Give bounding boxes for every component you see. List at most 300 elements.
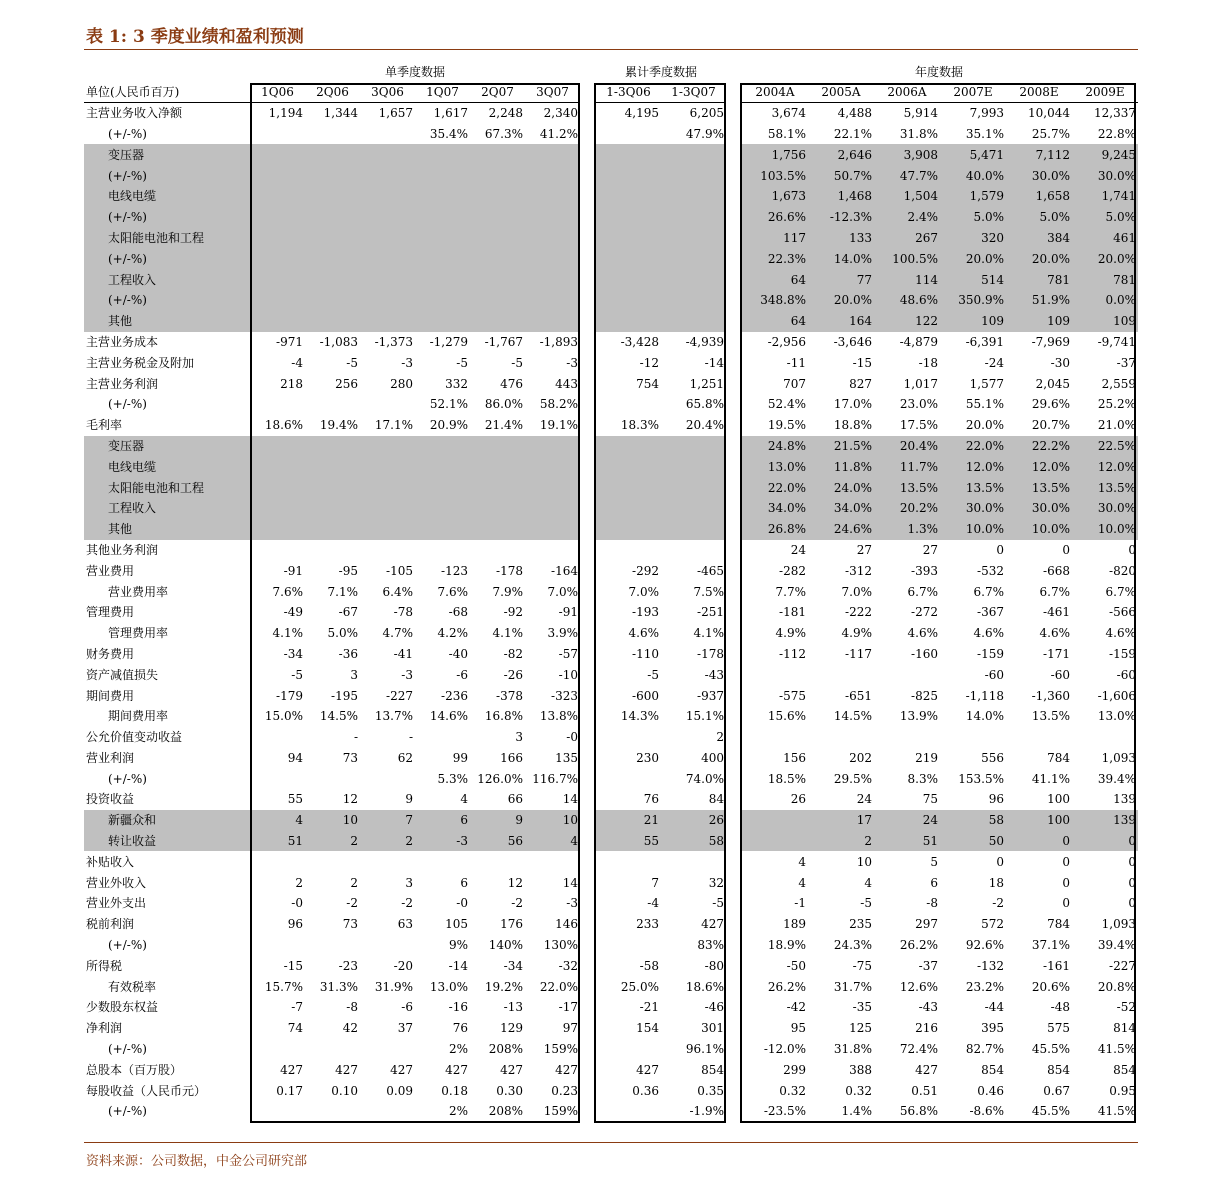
table-cell: 14.5% [833, 709, 872, 724]
block-gap [726, 1018, 742, 1039]
block-gap [580, 352, 596, 373]
table-cell: 15.1% [685, 709, 724, 724]
table-cell: 82.7% [965, 1042, 1004, 1057]
block-gap [580, 810, 596, 831]
table-cell: 18 [988, 875, 1004, 890]
table-cell: 45.5% [1031, 1104, 1070, 1119]
block-gap [580, 872, 596, 893]
row-label: 有效税率 [108, 979, 157, 994]
block-gap [580, 165, 596, 186]
table-cell: -15 [283, 958, 303, 973]
table-cell: -1,279 [429, 334, 468, 349]
block-gap [726, 914, 742, 935]
table-cell [525, 144, 580, 165]
table-cell: 4.2% [437, 626, 468, 641]
table-cell: 0.17 [276, 1083, 303, 1098]
table-cell [360, 144, 415, 165]
table-cell: 301 [701, 1021, 724, 1036]
table-cell: -4,879 [899, 334, 938, 349]
table-cell [525, 186, 580, 207]
table-cell: 15.6% [767, 709, 806, 724]
group-header-annual: 年度数据 [914, 65, 963, 79]
table-cell: 4.9% [775, 626, 806, 641]
table-cell: 6.7% [1039, 584, 1070, 599]
table-cell: 24 [790, 542, 806, 557]
block-gap [726, 248, 742, 269]
row-label: (+/-%) [108, 126, 147, 141]
table-cell: -393 [911, 563, 938, 578]
table-cell: 25.2% [1097, 397, 1136, 412]
table-cell: 19.4% [319, 418, 358, 433]
table-cell [360, 519, 415, 540]
table-cell: 30.0% [1072, 498, 1138, 519]
block-gap [726, 540, 742, 561]
table-cell: -160 [911, 646, 938, 661]
table-cell: -32 [558, 958, 578, 973]
block-gap [580, 1059, 596, 1080]
block-gap [726, 124, 742, 145]
block-gap [580, 831, 596, 852]
table-cell [415, 436, 470, 457]
table-cell: 9 [470, 810, 525, 831]
table-cell: 3Q07 [525, 82, 580, 103]
block-gap [726, 581, 742, 602]
table-cell: -5 [291, 667, 303, 682]
row-label: 转让收益 [84, 831, 250, 852]
block-gap [580, 560, 596, 581]
table-row [84, 415, 1138, 436]
table-cell: 40.0% [940, 165, 1006, 186]
table-cell: 27 [922, 542, 938, 557]
table-row [84, 394, 1138, 415]
block-gap [726, 415, 742, 436]
table-cell [305, 228, 360, 249]
table-cell [596, 311, 661, 332]
block-gap [726, 623, 742, 644]
table-cell: 63 [397, 917, 413, 932]
table-cell [525, 228, 580, 249]
block-gap [580, 789, 596, 810]
table-cell: -292 [632, 563, 659, 578]
table-cell: 1,194 [268, 106, 303, 121]
table-cell: 39.4% [1097, 771, 1136, 786]
table-cell: -20 [393, 958, 413, 973]
table-cell: 14.0% [808, 248, 874, 269]
table-cell: 37.1% [1031, 938, 1070, 953]
table-cell [525, 498, 580, 519]
table-row [84, 1101, 1138, 1122]
table-cell: 0.95 [1109, 1083, 1136, 1098]
table-cell: -15 [852, 355, 872, 370]
table-cell: 7.0% [628, 584, 659, 599]
table-cell: 21.5% [808, 436, 874, 457]
table-cell: 159% [543, 1104, 578, 1119]
table-cell [250, 207, 305, 228]
row-label: 变压器 [84, 436, 250, 457]
table-cell: 35.4% [429, 126, 468, 141]
table-cell: 320 [940, 228, 1006, 249]
table-cell: -57 [558, 646, 578, 661]
table-cell: 58 [661, 831, 726, 852]
block-gap [580, 228, 596, 249]
table-row [84, 436, 1138, 457]
table-cell [250, 768, 305, 789]
table-cell [250, 124, 305, 145]
table-cell: 146 [555, 917, 578, 932]
table-cell [596, 498, 661, 519]
table-cell [661, 519, 726, 540]
table-cell: 1,579 [940, 186, 1006, 207]
table-cell: 12 [507, 875, 523, 890]
table-cell: 12.0% [940, 456, 1006, 477]
block-gap [580, 477, 596, 498]
table-cell: -323 [551, 688, 578, 703]
row-label: 变压器 [84, 144, 250, 165]
table-cell: -179 [276, 688, 303, 703]
table-cell [250, 851, 305, 872]
table-cell [415, 851, 470, 872]
block-gap [726, 1059, 742, 1080]
table-row [84, 311, 1138, 332]
table-cell [470, 456, 525, 477]
table-cell [305, 269, 360, 290]
table-cell [250, 228, 305, 249]
table-cell: -6 [401, 1000, 413, 1015]
table-cell: 2009E [1072, 82, 1138, 103]
table-cell: 4,488 [837, 106, 872, 121]
block-gap [726, 269, 742, 290]
table-cell [305, 498, 360, 519]
table-row [84, 831, 1138, 852]
table-cell: 65.8% [685, 397, 724, 412]
table-cell: 125 [849, 1021, 872, 1036]
table-cell: 130% [543, 938, 578, 953]
table-cell: 26.2% [767, 979, 806, 994]
table-cell: 139 [1072, 810, 1138, 831]
block-gap [726, 498, 742, 519]
table-row [84, 165, 1138, 186]
table-cell: -2 [511, 896, 523, 911]
table-cell: 58.2% [539, 397, 578, 412]
table-cell: 51 [874, 831, 940, 852]
row-label: 期间费用 [86, 688, 135, 703]
table-cell: 154 [636, 1021, 659, 1036]
table-cell: -3 [415, 831, 470, 852]
block-gap [580, 456, 596, 477]
table-cell: 3 [350, 667, 358, 682]
table-cell: 24 [856, 792, 872, 807]
table-row [84, 207, 1138, 228]
block-gap [580, 955, 596, 976]
table-cell [305, 935, 360, 956]
table-cell: 133 [808, 228, 874, 249]
table-cell: 2006A [874, 82, 940, 103]
table-cell [415, 456, 470, 477]
table-cell: 35.1% [965, 126, 1004, 141]
table-cell: 153.5% [958, 771, 1004, 786]
table-cell: -378 [496, 688, 523, 703]
table-row [84, 768, 1138, 789]
row-label: 税前利润 [86, 917, 135, 932]
table-cell: 47.7% [874, 165, 940, 186]
table-cell: 21.0% [1097, 418, 1136, 433]
table-cell [360, 935, 415, 956]
table-cell: 4.6% [1039, 626, 1070, 641]
table-cell: 5.3% [437, 771, 468, 786]
table-row [84, 519, 1138, 540]
row-label: 营业费用率 [108, 584, 169, 599]
table-cell: 20.0% [940, 248, 1006, 269]
table-cell: -132 [977, 958, 1004, 973]
table-cell [596, 540, 661, 561]
table-cell: -82 [503, 646, 523, 661]
block-gap [726, 436, 742, 457]
table-cell: 427 [500, 1062, 523, 1077]
table-cell [661, 498, 726, 519]
block-gap [580, 124, 596, 145]
table-row [84, 1080, 1138, 1101]
table-cell: 20.0% [965, 418, 1004, 433]
table-row [84, 352, 1138, 373]
table-cell: 13.5% [1006, 477, 1072, 498]
table-cell: 3,674 [771, 106, 806, 121]
block-gap [726, 352, 742, 373]
table-cell: 3.9% [547, 626, 578, 641]
table-cell: -6 [456, 667, 468, 682]
table-cell: -75 [852, 958, 872, 973]
block-gap [726, 394, 742, 415]
table-cell: -117 [845, 646, 872, 661]
block-gap [580, 664, 596, 685]
table-cell: -1,118 [965, 688, 1004, 703]
table-cell: 26 [661, 810, 726, 831]
table-row [84, 955, 1138, 976]
table-cell: -16 [448, 1000, 468, 1015]
table-cell: 55.1% [965, 397, 1004, 412]
table-cell: 0 [1128, 542, 1136, 557]
block-gap [726, 560, 742, 581]
table-cell [360, 124, 415, 145]
block-gap [726, 103, 742, 124]
source-note: 资料来源：公司数据，中金公司研究部 [86, 1154, 308, 1169]
table-cell [596, 207, 661, 228]
table-row [84, 498, 1138, 519]
table-cell: 13.5% [1031, 709, 1070, 724]
table-cell: -2 [346, 896, 358, 911]
table-cell: -272 [911, 605, 938, 620]
block-gap [726, 810, 742, 831]
row-label: 营业费用 [86, 563, 135, 578]
block-gap [726, 82, 742, 103]
table-cell: 26.2% [899, 938, 938, 953]
table-cell: 2.4% [874, 207, 940, 228]
table-cell: 29.5% [833, 771, 872, 786]
table-cell [470, 498, 525, 519]
table-cell: 48.6% [874, 290, 940, 311]
table-cell: 0 [996, 854, 1004, 869]
table-cell: -2 [992, 896, 1004, 911]
table-cell [305, 477, 360, 498]
table-cell: 384 [1006, 228, 1072, 249]
table-cell: 332 [445, 376, 468, 391]
table-cell: 1,741 [1072, 186, 1138, 207]
table-cell: 5.0% [940, 207, 1006, 228]
table-cell: 13.9% [899, 709, 938, 724]
table-cell: -60 [1050, 667, 1070, 682]
table-cell [596, 935, 661, 956]
table-cell: 2004A [742, 82, 808, 103]
table-cell: 219 [915, 750, 938, 765]
table-cell [596, 519, 661, 540]
table-cell: 427 [445, 1062, 468, 1077]
block-gap [580, 290, 596, 311]
table-cell [305, 144, 360, 165]
table-cell [596, 269, 661, 290]
table-cell: 72.4% [899, 1042, 938, 1057]
table-cell: -92 [503, 605, 523, 620]
block-gap [726, 664, 742, 685]
table-cell: 10.0% [940, 519, 1006, 540]
table-cell: 34.0% [808, 498, 874, 519]
table-cell: -0 [456, 896, 468, 911]
table-cell: 1-3Q06 [596, 82, 661, 103]
table-cell: -2 [401, 896, 413, 911]
table-row [84, 560, 1138, 581]
table-cell: 443 [555, 376, 578, 391]
table-cell: -10 [558, 667, 578, 682]
table-cell: 4,195 [624, 106, 659, 121]
table-row [84, 976, 1138, 997]
table-cell: 100 [1047, 792, 1070, 807]
row-label: (+/-%) [84, 165, 250, 186]
table-cell: 23.2% [965, 979, 1004, 994]
block-gap [580, 394, 596, 415]
table-cell: 2 [295, 875, 303, 890]
table-cell: 122 [874, 311, 940, 332]
block-gap [726, 519, 742, 540]
table-cell: 17.1% [374, 418, 413, 433]
row-label: 工程收入 [84, 498, 250, 519]
table-cell: 7,993 [969, 106, 1004, 121]
table-cell: 64 [742, 269, 808, 290]
table-cell: 6.7% [1105, 584, 1136, 599]
table-cell: 10 [525, 810, 580, 831]
block-gap [726, 789, 742, 810]
table-cell: -91 [283, 563, 303, 578]
table-cell: -1 [794, 896, 806, 911]
table-cell: 73 [342, 750, 358, 765]
row-label: 管理费用 [86, 605, 135, 620]
table-cell: 1Q07 [415, 82, 470, 103]
table-cell: 5,914 [903, 106, 938, 121]
table-cell [415, 248, 470, 269]
table-cell: 19.2% [484, 979, 523, 994]
table-cell: 20.2% [874, 498, 940, 519]
table-row [84, 124, 1138, 145]
table-cell: 0.32 [845, 1083, 872, 1098]
table-row [84, 186, 1138, 207]
table-cell: 461 [1072, 228, 1138, 249]
table-cell: 4 [250, 810, 305, 831]
table-cell [596, 124, 661, 145]
table-cell: -236 [441, 688, 468, 703]
table-cell [250, 1039, 305, 1060]
group-header-row [0, 62, 1224, 82]
table-cell: 13.0% [429, 979, 468, 994]
table-cell [470, 207, 525, 228]
table-cell: 20.4% [874, 436, 940, 457]
table-cell: 31.3% [319, 979, 358, 994]
table-cell: 1,468 [808, 186, 874, 207]
block-gap [726, 685, 742, 706]
table-cell [661, 207, 726, 228]
table-row [84, 477, 1138, 498]
table-row [84, 581, 1138, 602]
block-gap [726, 373, 742, 394]
table-cell [525, 477, 580, 498]
row-label: 其他业务利润 [86, 542, 159, 557]
table-cell [470, 269, 525, 290]
table-cell: 1-3Q07 [661, 82, 726, 103]
table-cell: 0.46 [977, 1083, 1004, 1098]
table-cell [250, 540, 305, 561]
table-cell: 22.1% [833, 126, 872, 141]
table-cell: -937 [697, 688, 724, 703]
table-cell [305, 248, 360, 269]
table-cell: 707 [783, 376, 806, 391]
table-cell: 12.6% [899, 979, 938, 994]
table-cell: -566 [1109, 605, 1136, 620]
table-cell: 0 [1128, 875, 1136, 890]
table-row [84, 914, 1138, 935]
table-cell: -171 [1043, 646, 1070, 661]
row-label: 净利润 [86, 1021, 123, 1036]
block-gap [726, 207, 742, 228]
table-cell [525, 456, 580, 477]
table-cell: 556 [981, 750, 1004, 765]
table-cell: 208% [488, 1104, 523, 1119]
row-label: (+/-%) [108, 771, 147, 786]
table-cell: 1,577 [969, 376, 1004, 391]
table-cell: 11.7% [874, 456, 940, 477]
table-cell: 7.0% [841, 584, 872, 599]
block-gap [726, 332, 742, 353]
table-cell [415, 477, 470, 498]
table-cell: -18 [918, 355, 938, 370]
table-cell: 233 [636, 917, 659, 932]
table-cell: 41.1% [1031, 771, 1070, 786]
table-cell [742, 831, 808, 852]
block-gap [580, 311, 596, 332]
table-cell: 0 [1062, 854, 1070, 869]
table-cell: -4 [647, 896, 659, 911]
table-cell: 400 [701, 750, 724, 765]
table-cell [360, 456, 415, 477]
table-cell: 100 [1006, 810, 1072, 831]
table-cell [250, 436, 305, 457]
table-cell: 854 [1113, 1062, 1136, 1077]
table-cell [525, 311, 580, 332]
table-cell: 3Q06 [360, 82, 415, 103]
row-label: 太阳能电池和工程 [84, 228, 250, 249]
table-cell: 216 [915, 1021, 938, 1036]
block-gap [580, 748, 596, 769]
table-cell [360, 311, 415, 332]
table-cell [250, 311, 305, 332]
table-cell: 2% [448, 1042, 468, 1057]
table-cell: 22.0% [539, 979, 578, 994]
table-cell: 427 [915, 1062, 938, 1077]
